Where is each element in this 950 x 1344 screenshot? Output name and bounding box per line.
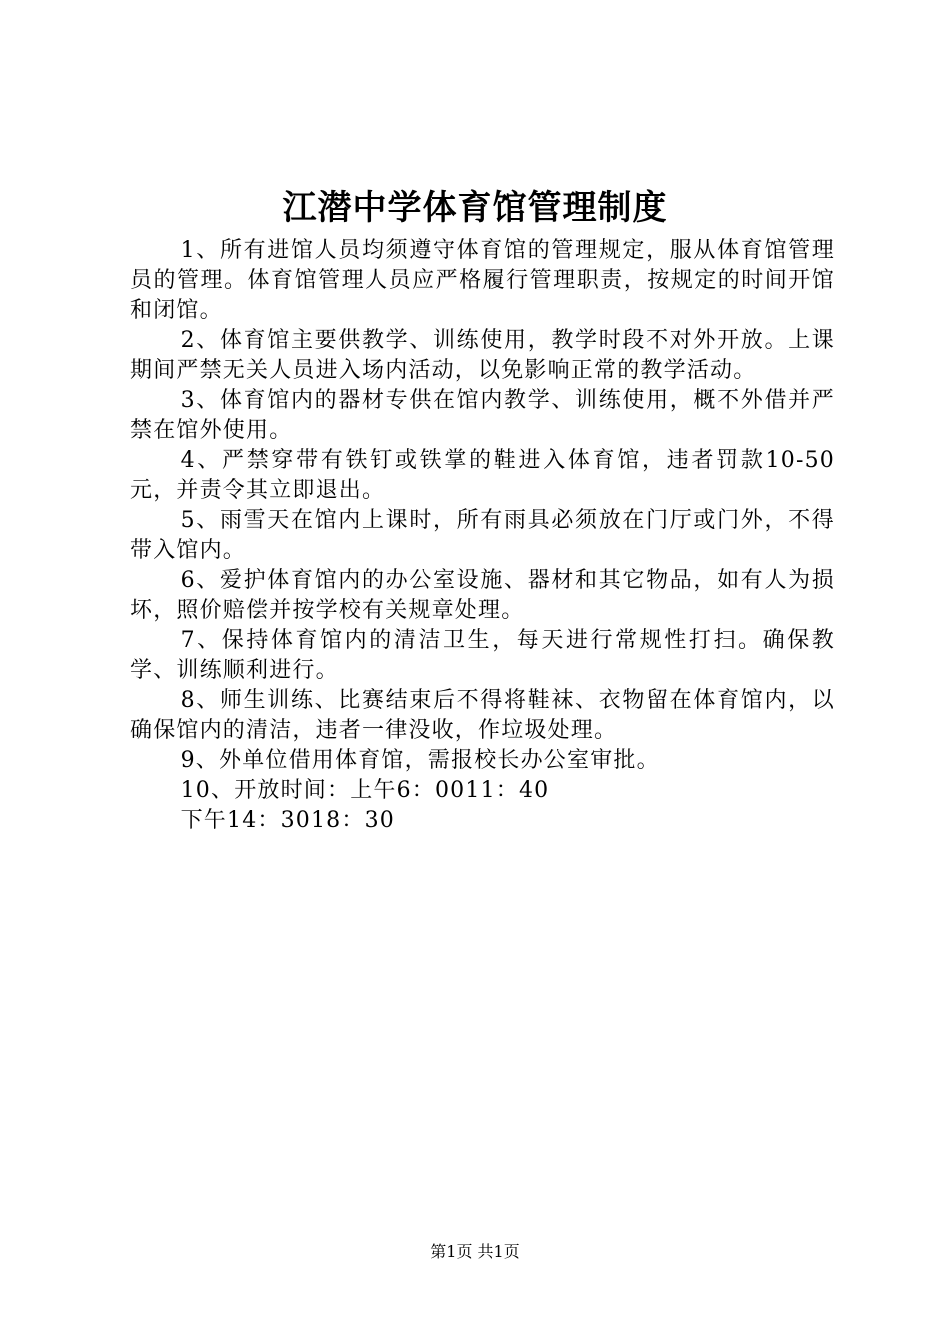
rule-paragraph: 4、严禁穿带有铁钉或铁掌的鞋进入体育馆，违者罚款10-50元，并责令其立即退出。 — [130, 448, 835, 503]
rule-paragraph: 8、师生训练、比赛结束后不得将鞋袜、衣物留在体育馆内，以确保馆内的清洁，违者一律没收，作垃圾处理。 — [130, 688, 835, 743]
rule-paragraph: 1、所有进馆人员均须遵守体育馆的管理规定，服从体育馆管理员的管理。体育馆管理人员应严格履行管理职责，按规定的时间开馆和闭馆。 — [130, 238, 835, 323]
rule-paragraph: 9、外单位借用体育馆，需报校长办公室审批。 — [180, 748, 660, 773]
document-title: 江潜中学体育馆管理制度 — [282, 188, 668, 228]
rule-paragraph: 5、雨雪天在馆内上课时，所有雨具必须放在门厅或门外，不得带入馆内。 — [130, 508, 835, 563]
rule-paragraph: 6、爱护体育馆内的办公室设施、器材和其它物品，如有人为损坏，照价赔偿并按学校有关规章处理。 — [130, 568, 835, 623]
page-number: 第1页 共1页 — [430, 1242, 520, 1261]
document-body — [130, 236, 835, 836]
opening-hours-morning: 10、开放时间：上午6：0011：40 — [180, 778, 550, 803]
rule-paragraph: 2、体育馆主要供教学、训练使用，教学时段不对外开放。上课期间严禁无关人员进入场内活动，以免影响正常的教学活动。 — [130, 328, 835, 383]
opening-hours-afternoon: 下午14：3018：30 — [180, 808, 395, 833]
rule-paragraph: 7、保持体育馆内的清洁卫生，每天进行常规性打扫。确保教学、训练顺利进行。 — [130, 628, 835, 683]
rule-paragraph: 3、体育馆内的器材专供在馆内教学、训练使用，概不外借并严禁在馆外使用。 — [130, 388, 835, 443]
